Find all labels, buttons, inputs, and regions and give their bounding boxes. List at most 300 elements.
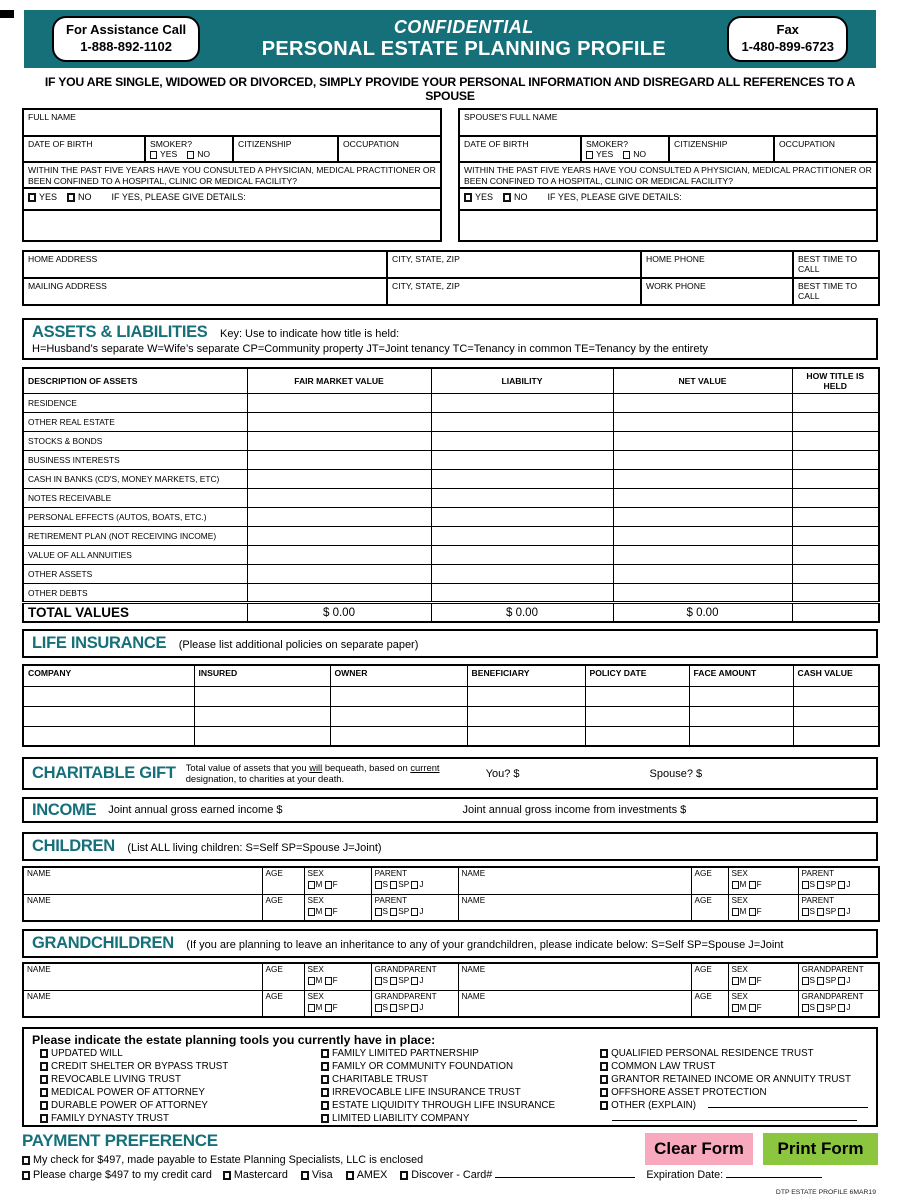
sex-m-checkbox[interactable]	[308, 977, 315, 985]
table-row: OTHER DEBTS	[23, 584, 879, 603]
grandparent-s-checkbox[interactable]	[375, 1004, 382, 1012]
tool-option: MEDICAL POWER OF ATTORNEY	[40, 1086, 321, 1099]
home-phone-field[interactable]: HOME PHONE	[641, 251, 793, 278]
asset-input-cell[interactable]	[792, 432, 879, 451]
tool-option: FAMILY OR COMMUNITY FOUNDATION	[321, 1060, 600, 1073]
asset-input-cell[interactable]	[613, 470, 792, 489]
asset-input-cell[interactable]	[247, 508, 431, 527]
child-name-field[interactable]: NAME	[23, 894, 262, 921]
table-row	[23, 706, 879, 726]
asset-input-cell[interactable]	[247, 470, 431, 489]
earned-income-field[interactable]: Joint annual gross earned income $	[108, 804, 283, 816]
tool-checkbox[interactable]	[321, 1114, 329, 1123]
table-row: CASH IN BANKS (CD'S, MONEY MARKETS, ETC)	[23, 470, 879, 489]
sex-f-checkbox[interactable]	[325, 908, 332, 916]
work-best-time-field[interactable]: BEST TIME TO CALL	[793, 278, 879, 305]
sex-m-checkbox[interactable]	[308, 881, 315, 889]
policy-input-cell[interactable]	[194, 726, 330, 746]
grandparent-j-checkbox[interactable]	[411, 1004, 418, 1012]
smoker-field: SMOKER? YES NO	[146, 137, 234, 161]
asset-input-cell[interactable]	[431, 565, 613, 584]
assets-total-row	[23, 603, 879, 623]
child-age-field[interactable]: AGE	[691, 894, 728, 921]
tool-option: QUALIFIED PERSONAL RESIDENCE TRUST	[600, 1047, 868, 1060]
policy-input-cell[interactable]	[467, 706, 585, 726]
charitable-you-field[interactable]: You? $	[485, 767, 520, 780]
grandchildren-section-header	[22, 929, 878, 958]
grandparent-s-checkbox[interactable]	[375, 977, 382, 985]
dob-field[interactable]: DATE OF BIRTH	[24, 137, 146, 161]
child-parent-field: PARENT S SP J	[371, 894, 458, 921]
asset-input-cell[interactable]	[431, 394, 613, 413]
asset-input-cell[interactable]	[613, 546, 792, 565]
charge-option-row: Please charge $497 to my credit card Mastercard Visa AMEX Discover - Card# Expiration Date:	[22, 1169, 878, 1181]
income-section	[22, 797, 878, 823]
tool-option: UPDATED WILL	[40, 1047, 321, 1060]
scan-corner-mark	[0, 10, 14, 18]
tool-checkbox[interactable]	[40, 1049, 48, 1058]
tools-column-2	[321, 1047, 600, 1125]
tool-option: DURABLE POWER OF ATTORNEY	[40, 1099, 321, 1112]
sex-f-checkbox[interactable]	[325, 881, 332, 889]
table-row: NOTES RECEIVABLE	[23, 489, 879, 508]
amex-checkbox[interactable]	[346, 1171, 354, 1180]
fax-phone: 1-480-899-6723	[741, 39, 834, 54]
child-name-field[interactable]: NAME	[458, 867, 691, 894]
sex-m-checkbox[interactable]	[732, 908, 739, 916]
asset-input-cell[interactable]	[247, 394, 431, 413]
expiration-label: Expiration Date:	[646, 1169, 724, 1181]
grandchild-name-field[interactable]: NAME	[458, 990, 691, 1017]
children-table	[22, 866, 880, 922]
assistance-phone: 1-888-892-1102	[80, 39, 172, 54]
table-row	[23, 990, 879, 1017]
asset-input-cell[interactable]	[613, 432, 792, 451]
tool-option: FAMILY LIMITED PARTNERSHIP	[321, 1047, 600, 1060]
parent-sp-checkbox[interactable]	[817, 908, 824, 916]
total-liability-value: $ 0.00	[431, 603, 613, 623]
child-age-field[interactable]: AGE	[691, 867, 728, 894]
page-title: PERSONAL ESTATE PLANNING PROFILE	[261, 38, 666, 60]
grandchild-sex-field: SEX M F	[304, 990, 371, 1017]
asset-input-cell[interactable]	[792, 413, 879, 432]
asset-input-cell[interactable]	[792, 584, 879, 603]
parent-j-checkbox[interactable]	[838, 908, 845, 916]
grandchild-name-field[interactable]: NAME	[23, 990, 262, 1017]
policy-input-cell[interactable]	[585, 686, 689, 706]
tool-checkbox[interactable]	[321, 1062, 329, 1071]
discover-checkbox[interactable]	[400, 1171, 408, 1180]
sex-m-checkbox[interactable]	[732, 881, 739, 889]
asset-input-cell[interactable]	[247, 527, 431, 546]
asset-input-cell[interactable]	[247, 546, 431, 565]
details-input-area[interactable]	[24, 211, 440, 240]
child-parent-field: PARENT S SP J	[798, 867, 879, 894]
spouse-physician-question: WITHIN THE PAST FIVE YEARS HAVE YOU CONSULTED A PHYSICIAN, MEDICAL PRACTITIONER OR BEEN CONFINED TO A HOSPITAL, CLINIC OR MEDICAL FACILITY?	[460, 163, 876, 189]
parent-sp-checkbox[interactable]	[390, 881, 397, 889]
grandchildren-table	[22, 962, 880, 1018]
grandparent-field: GRANDPARENT S SP J	[371, 963, 458, 990]
spouse-smoker-yes-checkbox[interactable]	[586, 151, 593, 159]
tool-option: ESTATE LIQUIDITY THROUGH LIFE INSURANCE	[321, 1099, 600, 1112]
asset-input-cell[interactable]	[431, 470, 613, 489]
child-sex-field: SEX M F	[304, 894, 371, 921]
grandchildren-subtitle: (If you are planning to leave an inheritance to any of your grandchildren, please indicate below: S=Self SP=Spouse J=Joint	[186, 939, 784, 951]
assets-key-intro: Key: Use to indicate how title is held:	[219, 328, 400, 340]
grandparent-sp-checkbox[interactable]	[817, 1004, 824, 1012]
parent-sp-checkbox[interactable]	[390, 908, 397, 916]
tool-checkbox[interactable]	[40, 1088, 48, 1097]
tool-checkbox[interactable]	[40, 1062, 48, 1071]
parent-s-checkbox[interactable]	[375, 881, 382, 889]
tool-checkbox[interactable]	[600, 1062, 608, 1071]
table-row: RETIREMENT PLAN (NOT RECEIVING INCOME)	[23, 527, 879, 546]
asset-input-cell[interactable]	[792, 470, 879, 489]
grandchild-sex-field: SEX M F	[728, 990, 798, 1017]
self-detail-row	[24, 137, 440, 163]
table-row	[23, 963, 879, 990]
tool-option: IRREVOCABLE LIFE INSURANCE TRUST	[321, 1086, 600, 1099]
single-widowed-notice: IF YOU ARE SINGLE, WIDOWED OR DIVORCED, SIMPLY PROVIDE YOUR PERSONAL INFORMATION AND DISREGARD ALL REFERENCES TO A SPOUSE	[44, 75, 856, 103]
clear-form-button[interactable]: Clear Form	[645, 1133, 753, 1165]
spouse-physician-answer-row: YES NO IF YES, PLEASE GIVE DETAILS:	[460, 189, 876, 211]
parent-j-checkbox[interactable]	[838, 881, 845, 889]
assets-header-row: DESCRIPTION OF ASSETS FAIR MARKET VALUE LIABILITY NET VALUE HOW TITLE IS HELD	[23, 368, 879, 394]
parent-s-checkbox[interactable]	[802, 881, 809, 889]
address-table	[22, 250, 880, 306]
assets-key-line: H=Husband’s separate W=Wife’s separate CP=Community property JT=Joint tenancy TC=Tenancy in common TE=Tenancy by the entirety	[32, 343, 709, 355]
policy-input-cell[interactable]	[23, 726, 194, 746]
asset-input-cell[interactable]	[613, 394, 792, 413]
spouse-smoker-field: SMOKER? YES NO	[582, 137, 670, 161]
grandparent-j-checkbox[interactable]	[838, 1004, 845, 1012]
asset-input-cell[interactable]	[792, 565, 879, 584]
policy-input-cell[interactable]	[585, 706, 689, 726]
occupation-field[interactable]: OCCUPATION	[343, 139, 400, 149]
physician-no-checkbox[interactable]	[67, 193, 75, 202]
grandchild-age-field[interactable]: AGE	[262, 990, 304, 1017]
planning-tools-section	[22, 1027, 878, 1127]
policy-input-cell[interactable]	[330, 686, 467, 706]
tool-option: OTHER (EXPLAIN)	[600, 1099, 868, 1112]
spouse-full-name-field[interactable]: SPOUSE'S FULL NAME	[460, 110, 876, 137]
grandparent-sp-checkbox[interactable]	[390, 977, 397, 985]
income-title: INCOME	[32, 800, 97, 819]
full-name-field[interactable]: FULL NAME	[24, 110, 440, 137]
form-version-code: DTP ESTATE PROFILE 6MAR19	[775, 1189, 876, 1196]
table-row: VALUE OF ALL ANNUITIES	[23, 546, 879, 565]
table-row	[23, 686, 879, 706]
check-option-row: My check for $497, made payable to Estate Planning Specialists, LLC is enclosed	[22, 1154, 878, 1166]
asset-input-cell[interactable]	[792, 546, 879, 565]
table-row: OTHER REAL ESTATE	[23, 413, 879, 432]
policy-input-cell[interactable]	[689, 726, 793, 746]
asset-input-cell[interactable]	[792, 508, 879, 527]
other-explain-input[interactable]	[708, 1099, 868, 1108]
asset-input-cell[interactable]	[247, 413, 431, 432]
tool-option: COMMON LAW TRUST	[600, 1060, 868, 1073]
tool-option: OFFSHORE ASSET PROTECTION	[600, 1086, 868, 1099]
table-row: RESIDENCE	[23, 394, 879, 413]
child-sex-field: SEX M F	[728, 867, 798, 894]
policy-input-cell[interactable]	[793, 686, 879, 706]
life-insurance-table	[22, 664, 880, 747]
total-net-value: $ 0.00	[613, 603, 792, 623]
spouse-occupation-field[interactable]: OCCUPATION	[779, 139, 836, 149]
children-subtitle: (List ALL living children: S=Self SP=Spouse J=Joint)	[127, 842, 382, 854]
charge-option-checkbox[interactable]	[22, 1171, 30, 1180]
asset-input-cell[interactable]	[613, 508, 792, 527]
child-parent-field: PARENT S SP J	[798, 894, 879, 921]
asset-input-cell[interactable]	[792, 394, 879, 413]
child-sex-field: SEX M F	[728, 894, 798, 921]
table-row	[23, 278, 879, 305]
grandparent-s-checkbox[interactable]	[802, 1004, 809, 1012]
policy-input-cell[interactable]	[330, 706, 467, 726]
total-title-cell	[792, 603, 879, 623]
assistance-label: For Assistance Call	[66, 22, 187, 38]
asset-input-cell[interactable]	[247, 584, 431, 603]
life-insurance-header-row: COMPANY INSURED OWNER BENEFICIARY POLICY DATE FACE AMOUNT CASH VALUE	[23, 665, 879, 686]
asset-input-cell[interactable]	[431, 413, 613, 432]
parent-j-checkbox[interactable]	[411, 881, 418, 889]
assets-table	[22, 367, 880, 623]
table-row: OTHER ASSETS	[23, 565, 879, 584]
check-option-checkbox[interactable]	[22, 1156, 30, 1165]
children-section-header	[22, 832, 878, 861]
mastercard-checkbox[interactable]	[223, 1171, 231, 1180]
table-row: PERSONAL EFFECTS (AUTOS, BOATS, ETC.)	[23, 508, 879, 527]
asset-input-cell[interactable]	[613, 565, 792, 584]
sex-f-checkbox[interactable]	[749, 881, 756, 889]
self-info-box	[22, 108, 442, 242]
card-number-input[interactable]	[495, 1169, 635, 1178]
policy-input-cell[interactable]	[23, 686, 194, 706]
tool-checkbox[interactable]	[321, 1049, 329, 1058]
asset-input-cell[interactable]	[613, 413, 792, 432]
tools-column-1	[32, 1047, 321, 1125]
policy-input-cell[interactable]	[585, 726, 689, 746]
payment-title: PAYMENT PREFERENCE	[22, 1131, 218, 1150]
asset-input-cell[interactable]	[613, 584, 792, 603]
planning-tools-title: Please indicate the estate planning tools you currently have in place:	[32, 1033, 436, 1047]
asset-input-cell[interactable]	[247, 451, 431, 470]
child-name-field[interactable]: NAME	[458, 894, 691, 921]
table-row	[23, 726, 879, 746]
grandparent-sp-checkbox[interactable]	[817, 977, 824, 985]
tool-checkbox[interactable]	[321, 1101, 329, 1110]
other-explain-input-line2[interactable]	[612, 1112, 857, 1121]
fax-phone-box	[727, 16, 848, 62]
policy-input-cell[interactable]	[467, 726, 585, 746]
grandchildren-title: GRANDCHILDREN	[32, 934, 174, 952]
asset-input-cell[interactable]	[792, 527, 879, 546]
total-values-label: TOTAL VALUES	[23, 603, 247, 623]
mailing-address-field[interactable]: MAILING ADDRESS	[23, 278, 387, 305]
asset-input-cell[interactable]	[613, 489, 792, 508]
sex-m-checkbox[interactable]	[732, 977, 739, 985]
tool-checkbox[interactable]	[40, 1114, 48, 1123]
charitable-gift-section	[22, 757, 878, 790]
grandchild-age-field[interactable]: AGE	[262, 963, 304, 990]
tool-option: FAMILY DYNASTY TRUST	[40, 1112, 321, 1125]
physician-yes-checkbox[interactable]	[28, 193, 36, 202]
spouse-detail-row	[460, 137, 876, 163]
fax-label: Fax	[776, 22, 799, 38]
policy-input-cell[interactable]	[330, 726, 467, 746]
policy-input-cell[interactable]	[793, 706, 879, 726]
spouse-smoker-no-checkbox[interactable]	[623, 151, 630, 159]
sex-m-checkbox[interactable]	[308, 1004, 315, 1012]
table-row	[23, 894, 879, 921]
child-parent-field: PARENT S SP J	[371, 867, 458, 894]
table-row	[23, 251, 879, 278]
child-age-field[interactable]: AGE	[262, 867, 304, 894]
asset-input-cell[interactable]	[613, 451, 792, 470]
home-best-time-field[interactable]: BEST TIME TO CALL	[793, 251, 879, 278]
life-insurance-subtitle: (Please list additional policies on separate paper)	[178, 639, 419, 651]
asset-input-cell[interactable]	[431, 527, 613, 546]
asset-input-cell[interactable]	[431, 546, 613, 565]
tool-checkbox[interactable]	[321, 1075, 329, 1084]
sex-f-checkbox[interactable]	[749, 977, 756, 985]
grandchild-name-field[interactable]: NAME	[458, 963, 691, 990]
tool-option: REVOCABLE LIVING TRUST	[40, 1073, 321, 1086]
sex-f-checkbox[interactable]	[325, 977, 332, 985]
physician-answer-row: YES NO IF YES, PLEASE GIVE DETAILS:	[24, 189, 440, 211]
tool-checkbox[interactable]	[600, 1049, 608, 1058]
policy-input-cell[interactable]	[23, 706, 194, 726]
tool-option: GRANTOR RETAINED INCOME OR ANNUITY TRUST	[600, 1073, 868, 1086]
asset-input-cell[interactable]	[431, 489, 613, 508]
table-row	[23, 867, 879, 894]
policy-input-cell[interactable]	[467, 686, 585, 706]
spouse-citizenship-field[interactable]: CITIZENSHIP	[670, 137, 775, 161]
smoker-yes-checkbox[interactable]	[150, 151, 157, 159]
investment-income-field[interactable]: Joint annual gross income from investments $	[462, 804, 687, 816]
sex-f-checkbox[interactable]	[749, 908, 756, 916]
sex-m-checkbox[interactable]	[308, 908, 315, 916]
mailing-city-field[interactable]: CITY, STATE, ZIP	[387, 278, 641, 305]
asset-input-cell[interactable]	[431, 451, 613, 470]
parent-sp-checkbox[interactable]	[817, 881, 824, 889]
citizenship-field[interactable]: CITIZENSHIP	[234, 137, 339, 161]
child-age-field[interactable]: AGE	[262, 894, 304, 921]
spouse-physician-no-checkbox[interactable]	[503, 193, 511, 202]
tools-column-3	[600, 1047, 868, 1125]
smoker-no-checkbox[interactable]	[187, 151, 194, 159]
asset-input-cell[interactable]	[431, 584, 613, 603]
grandparent-field: GRANDPARENT S SP J	[798, 990, 879, 1017]
table-row: STOCKS & BONDS	[23, 432, 879, 451]
tool-option	[600, 1112, 868, 1125]
parent-j-checkbox[interactable]	[411, 908, 418, 916]
life-insurance-title: LIFE INSURANCE	[32, 634, 167, 652]
policy-input-cell[interactable]	[194, 686, 330, 706]
tool-checkbox[interactable]	[600, 1075, 608, 1084]
policy-input-cell[interactable]	[194, 706, 330, 726]
estate-planning-form-page	[0, 10, 900, 1196]
spouse-details-label: IF YES, PLEASE GIVE DETAILS:	[547, 192, 682, 202]
grandchild-age-field[interactable]: AGE	[691, 990, 728, 1017]
payment-section	[22, 1131, 878, 1196]
tool-checkbox[interactable]	[600, 1088, 608, 1097]
sex-m-checkbox[interactable]	[732, 1004, 739, 1012]
parent-s-checkbox[interactable]	[802, 908, 809, 916]
home-address-field[interactable]: HOME ADDRESS	[23, 251, 387, 278]
tool-option: CHARITABLE TRUST	[321, 1073, 600, 1086]
asset-input-cell[interactable]	[792, 451, 879, 470]
children-title: CHILDREN	[32, 837, 115, 855]
grandparent-field: GRANDPARENT S SP J	[371, 990, 458, 1017]
tool-checkbox[interactable]	[40, 1075, 48, 1084]
assets-title: ASSETS & LIABILITIES	[32, 323, 208, 341]
grandparent-j-checkbox[interactable]	[838, 977, 845, 985]
asset-input-cell[interactable]	[792, 489, 879, 508]
visa-checkbox[interactable]	[301, 1171, 309, 1180]
tool-checkbox[interactable]	[40, 1101, 48, 1110]
grandparent-s-checkbox[interactable]	[802, 977, 809, 985]
life-insurance-section-header	[22, 629, 878, 658]
asset-input-cell[interactable]	[431, 508, 613, 527]
asset-input-cell[interactable]	[613, 527, 792, 546]
work-phone-field[interactable]: WORK PHONE	[641, 278, 793, 305]
expiration-input[interactable]	[726, 1169, 822, 1178]
details-label: IF YES, PLEASE GIVE DETAILS:	[111, 192, 246, 202]
parent-s-checkbox[interactable]	[375, 908, 382, 916]
table-row: BUSINESS INTERESTS	[23, 451, 879, 470]
grandchild-name-field[interactable]: NAME	[23, 963, 262, 990]
tool-checkbox[interactable]	[600, 1101, 608, 1110]
child-sex-field: SEX M F	[304, 867, 371, 894]
grandparent-j-checkbox[interactable]	[411, 977, 418, 985]
print-form-button[interactable]: Print Form	[763, 1133, 878, 1165]
charitable-spouse-field[interactable]: Spouse? $	[649, 767, 703, 780]
charitable-title: CHARITABLE GIFT	[32, 764, 176, 782]
sex-f-checkbox[interactable]	[325, 1004, 332, 1012]
grandchild-sex-field: SEX M F	[728, 963, 798, 990]
total-fmv-value: $ 0.00	[247, 603, 431, 623]
tool-option: LIMITED LIABILITY COMPANY	[321, 1112, 600, 1125]
spouse-physician-yes-checkbox[interactable]	[464, 193, 472, 202]
tool-checkbox[interactable]	[321, 1088, 329, 1097]
home-city-field[interactable]: CITY, STATE, ZIP	[387, 251, 641, 278]
personal-info-section	[22, 108, 878, 242]
policy-input-cell[interactable]	[793, 726, 879, 746]
charitable-description: Total value of assets that you will bequeath, based on current designation, to charities at your death.	[185, 761, 440, 784]
spouse-details-input-area[interactable]	[460, 211, 876, 240]
spouse-dob-field[interactable]: DATE OF BIRTH	[460, 137, 582, 161]
form-title	[262, 17, 666, 61]
asset-input-cell[interactable]	[247, 489, 431, 508]
grandparent-sp-checkbox[interactable]	[390, 1004, 397, 1012]
assets-section-header	[22, 318, 878, 360]
policy-input-cell[interactable]	[689, 706, 793, 726]
title-confidential: CONFIDENTIAL	[393, 17, 534, 37]
grandchild-age-field[interactable]: AGE	[691, 963, 728, 990]
spouse-info-box	[458, 108, 878, 242]
physician-question: WITHIN THE PAST FIVE YEARS HAVE YOU CONSULTED A PHYSICIAN, MEDICAL PRACTITIONER OR BEEN CONFINED TO A HOSPITAL, CLINIC OR MEDICAL FACILITY?	[24, 163, 440, 189]
tool-option: CREDIT SHELTER OR BYPASS TRUST	[40, 1060, 321, 1073]
grandchild-sex-field: SEX M F	[304, 963, 371, 990]
asset-input-cell[interactable]	[247, 565, 431, 584]
policy-input-cell[interactable]	[689, 686, 793, 706]
sex-f-checkbox[interactable]	[749, 1004, 756, 1012]
asset-input-cell[interactable]	[247, 432, 431, 451]
asset-input-cell[interactable]	[431, 432, 613, 451]
header-bar	[24, 10, 876, 68]
child-name-field[interactable]: NAME	[23, 867, 262, 894]
